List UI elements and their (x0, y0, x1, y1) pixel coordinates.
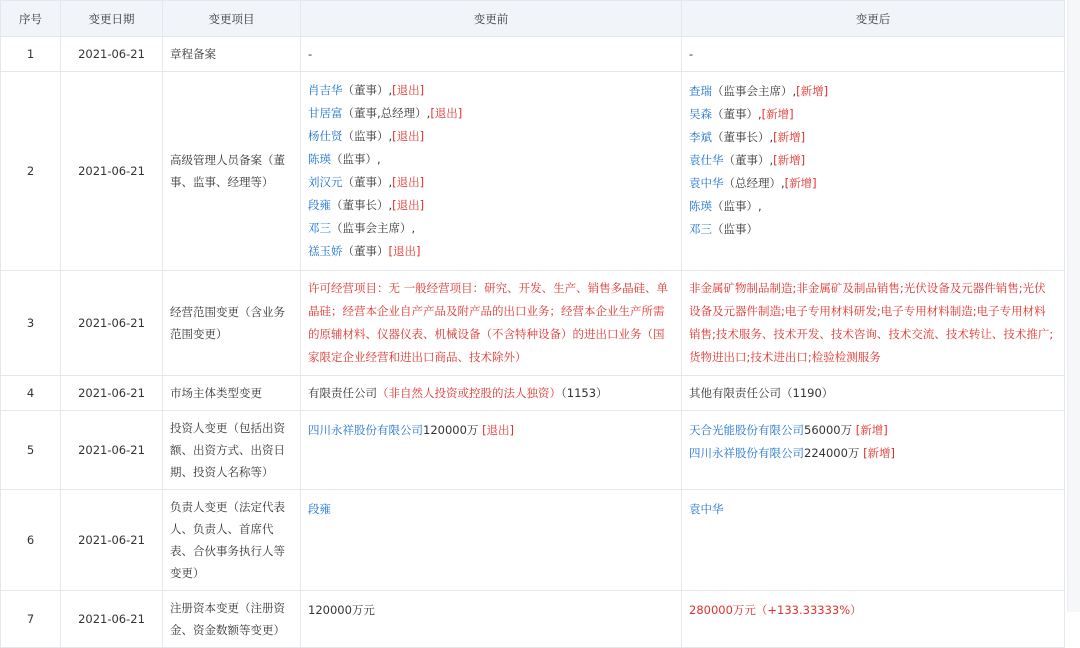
row-item: 经营范围变更（含业务范围变更） (163, 271, 301, 376)
row-before (301, 72, 682, 271)
row-no: 4 (1, 376, 61, 411)
header-date: 变更日期 (61, 1, 163, 37)
table-row (1, 72, 1065, 271)
person-role: （董事）, (342, 83, 393, 97)
row-date: 2021-06-21 (61, 271, 163, 376)
person-role: （董事长）, (331, 198, 393, 212)
list-item (689, 126, 1057, 149)
list-item (308, 419, 674, 442)
status-tag: [退出] (392, 198, 425, 212)
table-row (1, 490, 1065, 591)
header-before: 变更前 (301, 1, 682, 37)
row-no: 6 (1, 490, 61, 591)
person-role: （监事会主席）, (712, 84, 797, 98)
row-after (682, 72, 1065, 271)
company-type: 有限责任公司 (308, 386, 377, 400)
list-item (689, 218, 1057, 241)
list-item (689, 149, 1057, 172)
person-link[interactable]: 邓三 (308, 221, 331, 235)
row-before (301, 411, 682, 490)
person-link[interactable]: 邓三 (689, 222, 712, 236)
row-date: 2021-06-21 (61, 591, 163, 648)
investment-amount: 56000万 (804, 423, 853, 437)
investment-amount: 120000万 (423, 423, 479, 437)
table-row (1, 37, 1065, 72)
row-after: 其他有限责任公司（1190） (682, 376, 1065, 411)
row-date: 2021-06-21 (61, 37, 163, 72)
table-row (1, 411, 1065, 490)
person-link[interactable]: 李斌 (689, 130, 712, 144)
row-after: - (682, 37, 1065, 72)
person-role: （总经理）, (723, 176, 785, 190)
investment-amount: 224000万 (804, 446, 860, 460)
table-header-row (1, 1, 1065, 37)
status-tag: [新增] (773, 130, 806, 144)
list-item (308, 148, 674, 171)
row-item: 高级管理人员备案（董事、监事、经理等） (163, 72, 301, 271)
person-link[interactable]: 袁仕华 (689, 153, 724, 167)
row-item: 市场主体类型变更 (163, 376, 301, 411)
list-item (689, 195, 1057, 218)
status-tag: [新增] (761, 107, 794, 121)
row-no: 2 (1, 72, 61, 271)
person-role: （董事,总经理）, (342, 106, 431, 120)
row-before: - (301, 37, 682, 72)
person-link[interactable]: 陈瑛 (689, 199, 712, 213)
person-link[interactable]: 禚玉娇 (308, 244, 343, 258)
row-date: 2021-06-21 (61, 411, 163, 490)
list-item (689, 419, 1057, 442)
person-role: （董事）, (342, 175, 393, 189)
row-before: 120000万元 (301, 591, 682, 648)
person-link[interactable]: 甘居富 (308, 106, 343, 120)
status-tag: [新增] (863, 446, 896, 460)
row-item: 投资人变更（包括出资额、出资方式、出资日期、投资人名称等） (163, 411, 301, 490)
list-item (689, 172, 1057, 195)
list-item (689, 80, 1057, 103)
row-no: 3 (1, 271, 61, 376)
status-tag: [退出] (392, 129, 425, 143)
header-no: 序号 (1, 1, 61, 37)
person-role: （监事）, (712, 199, 762, 213)
table-row (1, 376, 1065, 411)
header-item: 变更项目 (163, 1, 301, 37)
person-link[interactable]: 刘汉元 (308, 175, 343, 189)
person-role: （监事）, (331, 152, 381, 166)
company-link[interactable]: 四川永祥股份有限公司 (689, 446, 804, 460)
status-tag: [新增] (773, 153, 806, 167)
list-item (308, 79, 674, 102)
list-item (308, 194, 674, 217)
row-no: 7 (1, 591, 61, 648)
list-item (308, 240, 674, 263)
company-type-detail: （非自然人投资或控股的法人独资） (377, 386, 561, 400)
row-date: 2021-06-21 (61, 376, 163, 411)
row-item: 注册资本变更（注册资金、资金数额等变更） (163, 591, 301, 648)
person-link[interactable]: 袁中华 (689, 502, 724, 516)
person-link[interactable]: 陈瑛 (308, 152, 331, 166)
header-after: 变更后 (682, 1, 1065, 37)
person-link[interactable]: 吴森 (689, 107, 712, 121)
person-role: （监事会主席）, (331, 221, 416, 235)
company-type-code: （1153） (561, 386, 608, 400)
person-link[interactable]: 查瑞 (689, 84, 712, 98)
status-tag: [退出] (388, 244, 421, 258)
person-role: （董事） (342, 244, 389, 258)
person-role: （董事）, (712, 107, 762, 121)
company-link[interactable]: 天合光能股份有限公司 (689, 423, 804, 437)
row-before (301, 490, 682, 591)
row-before: 许可经营项目：无 一般经营项目：研究、开发、生产、销售多晶硅、单晶硅；经营本企业自产产品及附产品的出口业务；经营本企业生产所需的原辅材料、仪器仪表、机械设备（不含特种设备）的进出口业务（国家限定企业经营和进出口商品、技术除外） (301, 271, 682, 376)
row-after (682, 411, 1065, 490)
status-tag: [新增] (784, 176, 817, 190)
row-date: 2021-06-21 (61, 72, 163, 271)
vertical-scrollbar[interactable] (1067, 0, 1080, 612)
person-link[interactable]: 段雍 (308, 502, 331, 516)
list-item (689, 103, 1057, 126)
status-tag: [退出] (430, 106, 463, 120)
row-item: 章程备案 (163, 37, 301, 72)
person-role: （监事）, (342, 129, 393, 143)
row-after (682, 490, 1065, 591)
status-tag: [退出] (482, 423, 515, 437)
status-tag: [新增] (855, 423, 888, 437)
status-tag: [退出] (392, 175, 425, 189)
table-row (1, 591, 1065, 648)
person-link[interactable]: 袁中华 (689, 176, 724, 190)
person-link[interactable]: 段雍 (308, 198, 331, 212)
person-role: （监事） (712, 222, 758, 236)
list-item (308, 171, 674, 194)
person-link[interactable]: 杨仕贤 (308, 129, 343, 143)
person-role: （董事长）, (712, 130, 774, 144)
row-after: 非金属矿物制品制造;非金属矿及制品销售;光伏设备及元器件销售;光伏设备及元器件制造;电子专用材料研发;电子专用材料制造;电子专用材料销售;技术服务、技术开发、技术咨询、技术交流、技术转让、技术推广;货物进出口;技术进出口;检验检测服务 (682, 271, 1065, 376)
row-before (301, 376, 682, 411)
row-after: 280000万元（+133.33333%） (682, 591, 1065, 648)
list-item (308, 217, 674, 240)
list-item (689, 442, 1057, 465)
list-item (308, 125, 674, 148)
person-link[interactable]: 肖吉华 (308, 83, 343, 97)
status-tag: [新增] (796, 84, 829, 98)
list-item (308, 102, 674, 125)
status-tag: [退出] (392, 83, 425, 97)
row-date: 2021-06-21 (61, 490, 163, 591)
row-no: 5 (1, 411, 61, 490)
row-no: 1 (1, 37, 61, 72)
row-item: 负责人变更（法定代表人、负责人、首席代表、合伙事务执行人等变更） (163, 490, 301, 591)
table-row (1, 271, 1065, 376)
company-link[interactable]: 四川永祥股份有限公司 (308, 423, 423, 437)
person-role: （董事）, (723, 153, 774, 167)
